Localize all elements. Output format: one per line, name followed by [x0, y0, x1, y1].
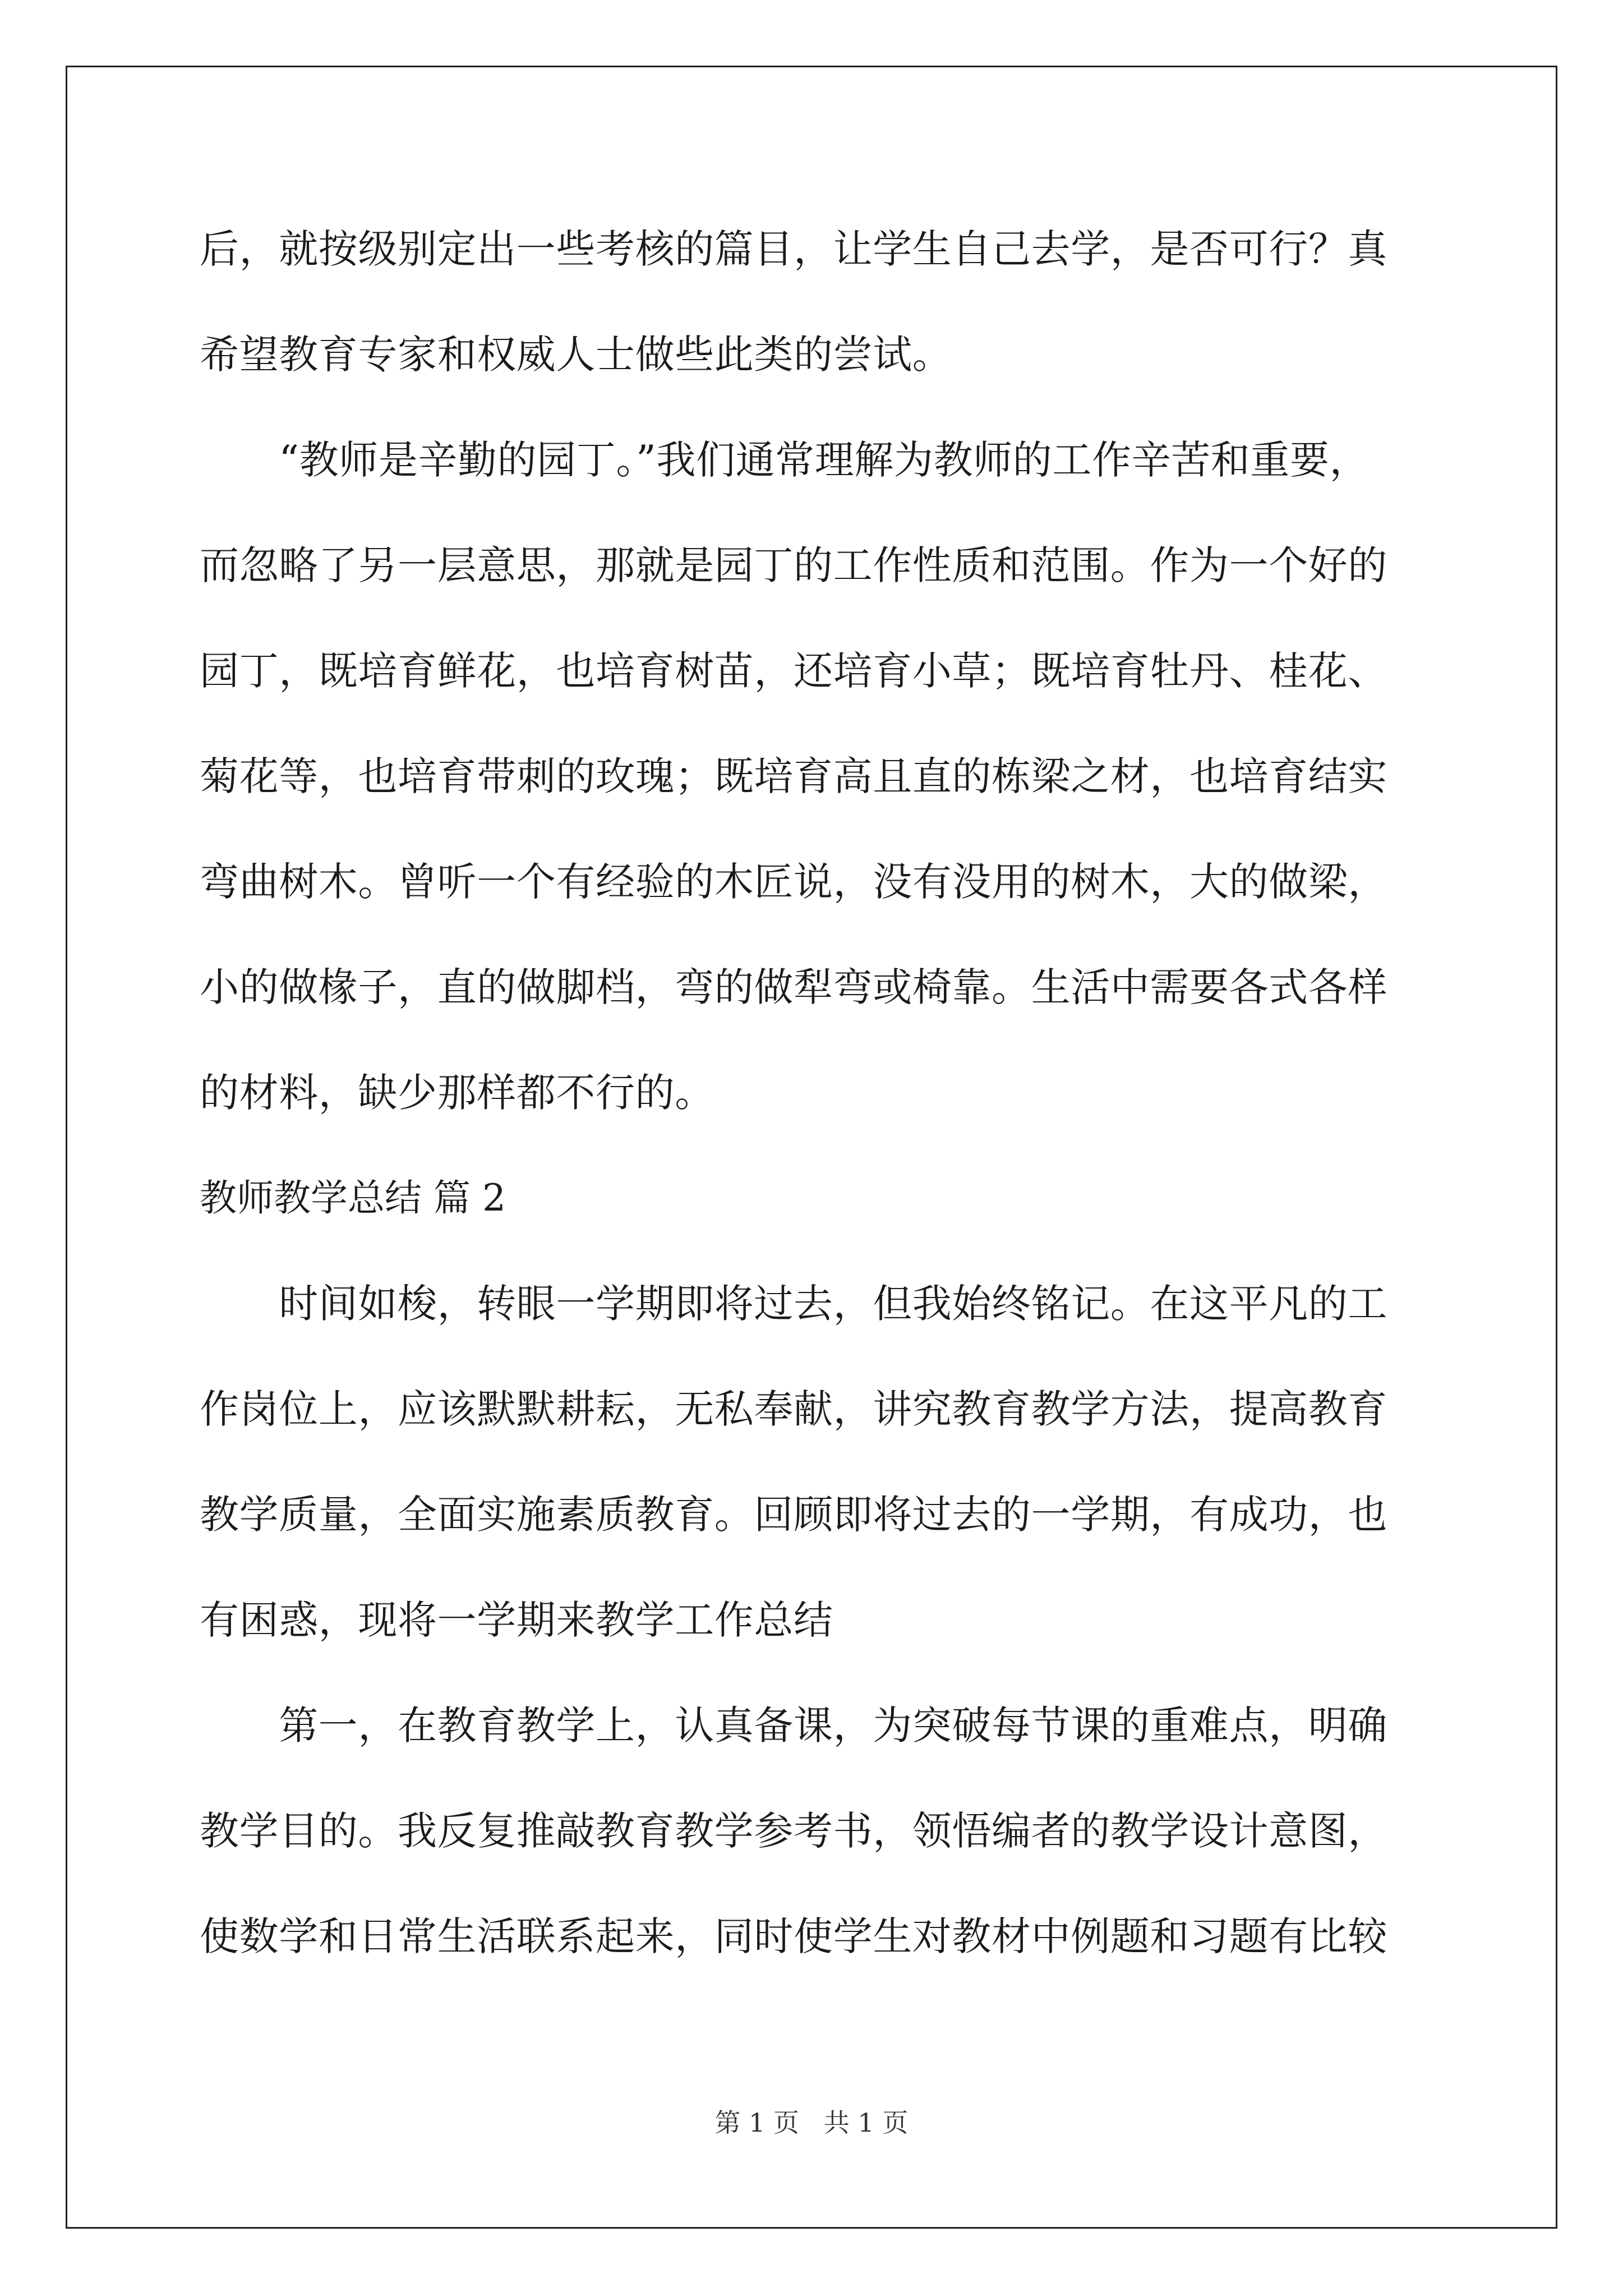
text-line: 小的做椽子，直的做脚档，弯的做犁弯或椅靠。生活中需要各式各样	[200, 964, 1387, 1010]
text-line: 菊花等，也培育带刺的玫瑰；既培育高且直的栋梁之材，也培育结实	[200, 753, 1387, 799]
text-line: 第一，在教育教学上，认真备课，为突破每节课的重难点，明确	[200, 1703, 1387, 1749]
text-line: “教师是辛勤的园丁。”我们通常理解为教师的工作辛苦和重要，	[200, 437, 1370, 483]
text-line: 后，就按级别定出一些考核的篇目，让学生自己去学，是否可行？真	[200, 226, 1387, 272]
text-line: 有困惑，现将一学期来教学工作总结	[200, 1597, 833, 1643]
text-line: 而忽略了另一层意思，那就是园丁的工作性质和范围。作为一个好的	[200, 542, 1387, 588]
page-footer: 第 1 页 共 1 页	[714, 2108, 909, 2138]
text-line: 作岗位上，应该默默耕耘，无私奉献，讲究教育教学方法，提高教育	[200, 1386, 1387, 1432]
text-line: 时间如梭，转眼一学期即将过去，但我始终铭记。在这平凡的工	[200, 1281, 1387, 1327]
section-heading: 教师教学总结 篇 2	[200, 1176, 506, 1220]
text-line: 教学目的。我反复推敲教育教学参考书，领悟编者的教学设计意图，	[200, 1808, 1387, 1854]
text-line: 使数学和日常生活联系起来，同时使学生对教材中例题和习题有比较	[200, 1913, 1387, 1959]
text-line: 教学质量，全面实施素质教育。回顾即将过去的一学期，有成功，也	[200, 1492, 1387, 1538]
text-line: 希望教育专家和权威人士做些此类的尝试。	[200, 332, 952, 378]
text-line: 园丁，既培育鲜花，也培育树苗，还培育小草；既培育牡丹、桂花、	[200, 648, 1387, 694]
text-line: 的材料，缺少那样都不行的。	[200, 1070, 714, 1116]
document-body	[200, 215, 1433, 2008]
text-line: 弯曲树木。曾听一个有经验的木匠说，没有没用的树木，大的做梁，	[200, 859, 1387, 905]
